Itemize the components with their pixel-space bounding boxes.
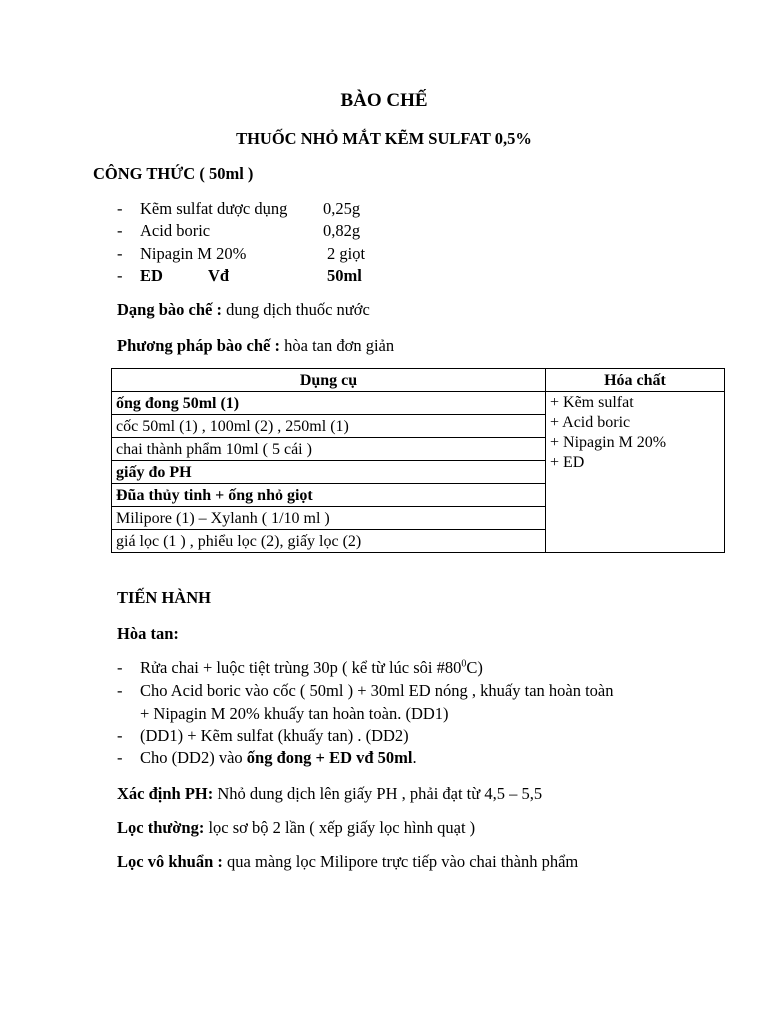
document-title: BÀO CHẾ — [340, 90, 428, 111]
ingredient-qty: 0,82g — [323, 221, 361, 240]
step-text: Cho (DD2) vào — [140, 748, 247, 767]
dosage-form-line — [117, 300, 370, 320]
chemical-item: + Nipagin M 20% — [550, 434, 667, 451]
document-subtitle: THUỐC NHỎ MẮT KẼM SULFAT 0,5% — [236, 129, 532, 148]
filter-normal-value: lọc sơ bộ 2 lần ( xếp giấy lọc hình quạt ) — [204, 818, 476, 837]
step-item: (DD1) + Kẽm sulfat (khuấy tan) . (DD2) — [140, 726, 409, 745]
tool-cell: cốc 50ml (1) , 100ml (2) , 250ml (1) — [112, 415, 546, 438]
ingredient-name: Nipagin M 20% — [140, 244, 247, 263]
method-label: Phương pháp bào chế : — [117, 336, 280, 355]
list-dash: - — [117, 726, 123, 745]
chemical-item: + Acid boric — [550, 414, 631, 431]
list-dash: - — [117, 658, 123, 677]
filter-sterile-value: qua màng lọc Milipore trực tiếp vào chai thành phẩm — [222, 852, 579, 871]
step-text-bold: ống đong + ED vđ 50ml — [246, 748, 413, 767]
tool-cell: chai thành phẩm 10ml ( 5 cái ) — [112, 438, 546, 461]
superscript: 0 — [461, 658, 467, 670]
list-dash: - — [117, 199, 123, 218]
formula-heading: CÔNG THỨC ( 50ml ) — [93, 164, 254, 183]
dosage-form-label: Dạng bào chế : — [117, 300, 222, 319]
chemicals-cell — [546, 392, 725, 553]
tool-cell: Milipore (1) – Xylanh ( 1/10 ml ) — [112, 507, 546, 530]
step-text: Rửa chai + luộc tiệt trùng 30p ( kể từ lúc sôi #80 — [140, 658, 462, 677]
method-value: hòa tan đơn giản — [280, 336, 395, 355]
table-header-row — [112, 369, 725, 392]
step-item: Cho Acid boric vào cốc ( 50ml ) + 30ml ED nóng , khuấy tan hoàn toàn — [140, 681, 614, 700]
tool-cell: ống đong 50ml (1) — [112, 392, 546, 415]
table-header-chemicals: Hóa chất — [546, 369, 725, 392]
list-dash: - — [117, 748, 123, 767]
ph-label: Xác định PH: — [117, 784, 214, 803]
step-item — [140, 748, 417, 768]
filter-normal-label: Lọc thường: — [117, 818, 205, 837]
filter-normal-line — [117, 818, 475, 838]
ph-value: Nhỏ dung dịch lên giấy PH , phải đạt từ 4,5 – 5,5 — [213, 784, 543, 803]
dissolve-heading: Hòa tan: — [117, 624, 179, 643]
ingredient-name: Acid boric — [140, 221, 211, 240]
ph-line — [117, 784, 542, 804]
step-text: C) — [466, 658, 483, 677]
tool-cell: Đũa thủy tinh + ống nhỏ giọt — [112, 484, 546, 507]
table-header-tools: Dụng cụ — [112, 369, 546, 392]
tool-cell: giá lọc (1 ) , phiểu lọc (2), giấy lọc (2) — [112, 530, 546, 553]
ingredient-qty: 0,25g — [323, 199, 361, 218]
equipment-table — [111, 368, 725, 553]
filter-sterile-label: Lọc vô khuẩn : — [117, 852, 223, 871]
table-row — [112, 392, 725, 415]
ingredient-qty: 2 giọt — [327, 244, 366, 263]
chemical-item: + ED — [550, 454, 585, 471]
procedure-heading: TIẾN HÀNH — [117, 588, 211, 607]
method-line — [117, 336, 394, 356]
tool-cell: giấy đo PH — [112, 461, 546, 484]
step-item-continued: + Nipagin M 20% khuấy tan hoàn toàn. (DD1) — [140, 704, 449, 723]
ingredient-name: Kẽm sulfat dược dụng — [140, 199, 288, 218]
step-text: . — [412, 748, 417, 767]
list-dash: - — [117, 221, 123, 240]
chemical-item: + Kẽm sulfat — [550, 394, 634, 411]
step-item — [140, 658, 483, 678]
ingredient-mid: Vđ — [208, 266, 230, 285]
filter-sterile-line — [117, 852, 578, 872]
ingredient-qty: 50ml — [327, 266, 362, 285]
dosage-form-value: dung dịch thuốc nước — [221, 300, 370, 319]
list-dash: - — [117, 244, 123, 263]
list-dash: - — [117, 266, 123, 285]
list-dash: - — [117, 681, 123, 700]
ingredient-name: ED — [140, 266, 163, 285]
